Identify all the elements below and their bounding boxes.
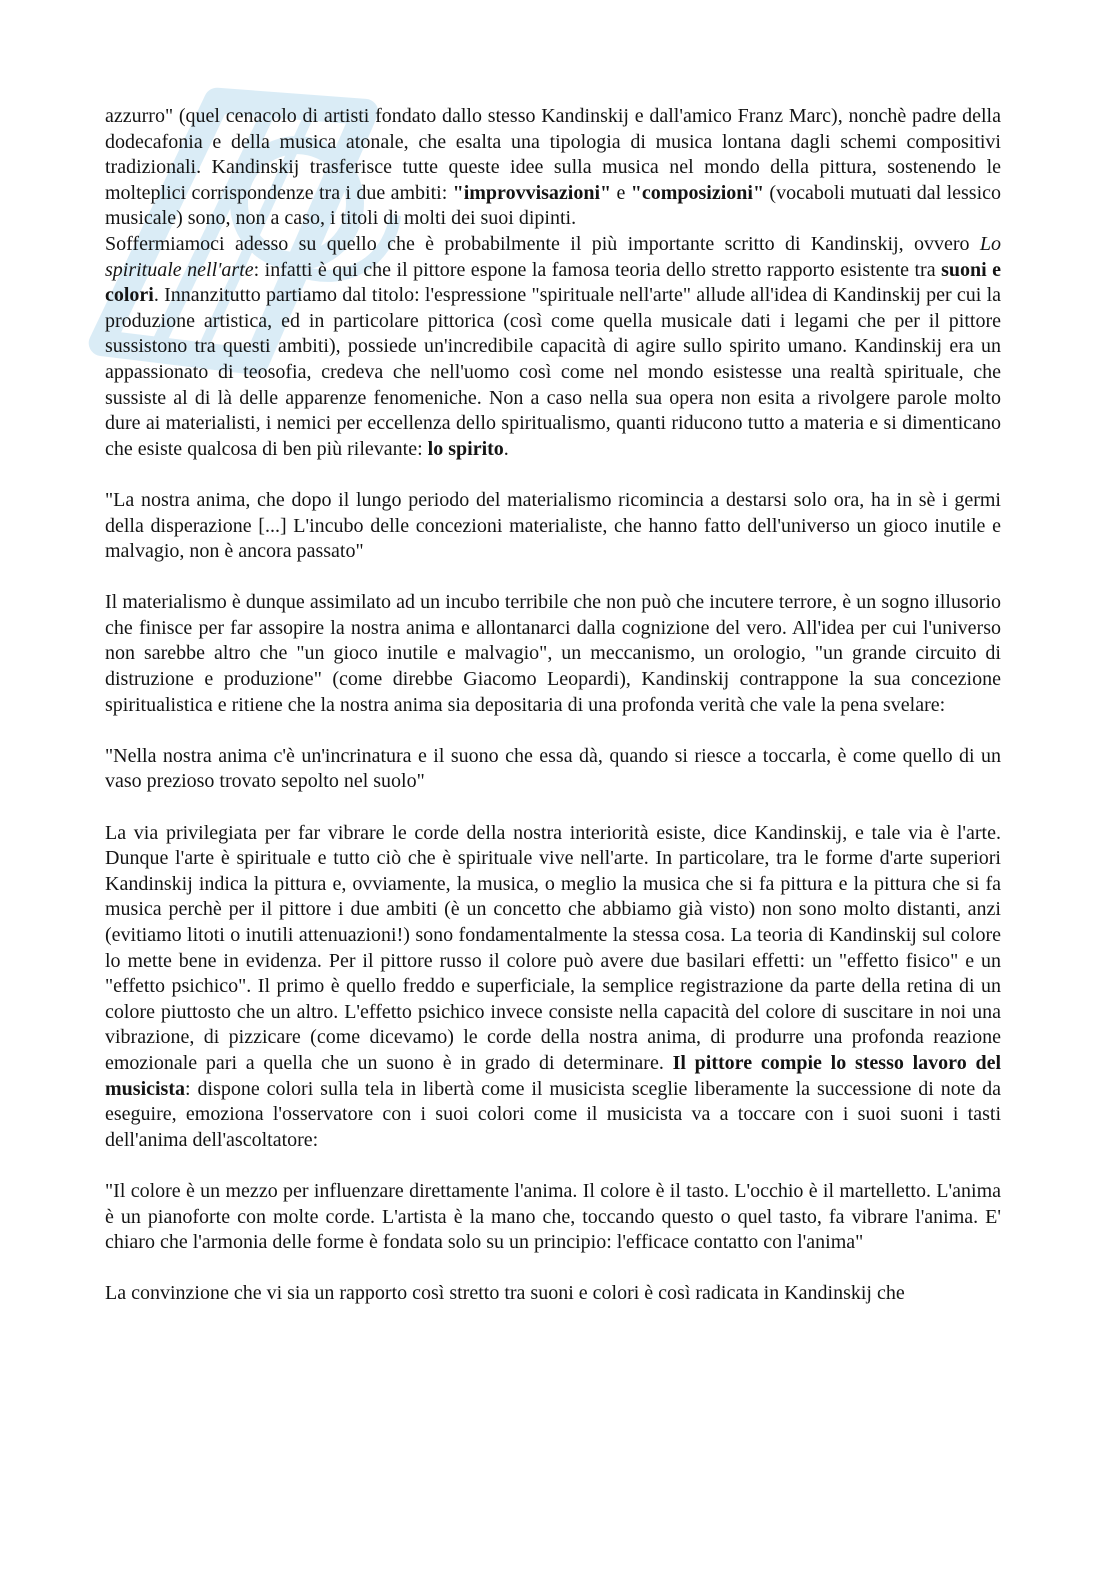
quote-1: "La nostra anima, che dopo il lungo periodo del materialismo ricomincia a destarsi solo ora, ha in sè i germi della disperazione [...] L'incubo delle concezioni materialiste, che hanno fatto dell'universo un gioco inutile e malvagio, non è ancora passato": [105, 488, 1001, 563]
paragraph-2: [105, 232, 1001, 462]
paragraph-2-text-d: .: [503, 437, 509, 460]
paragraph-1-text-d: (vocaboli mutuati dal lessico musicale) sono, non a caso, i titoli di molti dei suoi dipinti.: [105, 181, 1001, 230]
quote-3: "Il colore è un mezzo per influenzare direttamente l'anima. Il colore è il tasto. L'occhio è il martelletto. L'anima è un pianoforte con molte corde. L'artista è la mano che, toccando questo o quel tasto, fa vibrare l'anima. E' chiaro che l'armonia delle forme è fondata solo su un principio: l'efficace contatto con l'anima": [105, 1179, 1001, 1254]
paragraph-2-text-b: : infatti è qui che il pittore espone la famosa teoria dello stretto rapporto esistente tra: [253, 258, 942, 281]
paragraph-1-text-a: azzurro" (quel cenacolo di artisti fondato dallo stesso Kandinskij e dall'amico Franz Marc), nonchè padre della dodecafonia e della musica atonale, che esalta una tipologia di musica lontana dagli schemi compositivi tradizionali. Kandinskij trasferisce tutte queste idee sulla musica nel mondo della pittura, sostenendo le molteplici corrispondenze tra i due ambiti:: [105, 105, 1001, 204]
paragraph-2-text-c: . Innanzitutto partiamo dal titolo: l'espressione "spirituale nell'arte" allude all'idea di Kandinskij per cui la produzione artistica, ed in particolare pittorica (così come quella musicale dati i legami che per il pittore sussistono tra questi ambiti), possiede un'incredibile capacità di agire sullo spirito umano. Kandinskij era un appassionato di teosofia, credeva che nell'uomo così come nel mondo esistesse una realtà spirituale, che sussiste al di là delle apparenze fenomeniche. Non a caso nella sua opera non esita a rivolgere parole molto dure ai materialisti, i nemici per eccellenza dello spiritualismo, quanti riducono tutto a materia e si dimenticano che esiste qualcosa di ben più rilevante:: [105, 284, 1001, 460]
paragraph-4-bold-pittore: Il pittore compie lo stesso lavoro del musicista: [105, 1051, 1001, 1100]
paragraph-3: Il materialismo è dunque assimilato ad un incubo terribile che non può che incutere terrore, è un sogno illusorio che finisce per far assopire la nostra anima e allontanarci dalla cognizione del vero. All'idea per cui l'universo non sarebbe altro che "un gioco inutile e malvagio", un meccanismo, un orologio, "un grande circuito di distruzione e produzione" (come direbbe Giacomo Leopardi), Kandinskij contrappone la sua concezione spiritualistica e ritiene che la nostra anima sia depositaria di una profonda verità che vale la pena svelare:: [105, 591, 1001, 716]
document-body: [105, 104, 1001, 1307]
paragraph-1: [105, 104, 1001, 232]
quote-2: "Nella nostra anima c'è un'incrinatura e il suono che essa dà, quando si riesce a toccarla, è come quello di un vaso prezioso trovato sepolto nel suolo": [105, 744, 1001, 793]
paragraph-5: La convinzione che vi sia un rapporto così stretto tra suoni e colori è così radicata in Kandinskij che: [105, 1282, 905, 1305]
paragraph-2-text-a: Soffermiamoci adesso su quello che è probabilmente il più importante scritto di Kandinskij, ovvero: [105, 232, 980, 255]
paragraph-2-bold-suoni-colori: suoni e colori: [105, 258, 1002, 307]
paragraph-1-bold-improvvisazioni: "improvvisazioni": [452, 181, 612, 204]
paragraph-4-text-b: : dispone colori sulla tela in libertà come il musicista sceglie liberamente la successione di note da eseguire, emoziona l'osservatore con i suoi colori come il musicista va a toccare con i suoi suoni i tasti dell'anima dell'ascoltatore:: [105, 1077, 1001, 1151]
paragraph-1-text-c: e: [611, 181, 631, 204]
paragraph-1-bold-composizioni: "composizioni": [630, 181, 765, 204]
paragraph-4-text-a: La via privilegiata per far vibrare le corde della nostra interiorità esiste, dice Kandinskij, e tale via è l'arte. Dunque l'arte è spirituale e tutto ciò che è spirituale vive nell'arte. In particolare, tra le forme d'arte superiori Kandinskij indica la pittura e, ovviamente, la musica, o meglio la musica che si fa pittura e la pittura che si fa musica perchè per il pittore i due ambiti (è un concetto che abbiamo già visto) non sono molto distanti, anzi (evitiamo litoti o inutili attenuazioni!) sono fondamentalmente la stessa cosa. La teoria di Kandinskij sul colore lo mette bene in evidenza. Per il pittore russo il colore può avere due basilari effetti: un "effetto fisico" e un "effetto psichico". Il primo è quello freddo e superficiale, la semplice registrazione da parte della retina di un colore piuttosto che un altro. L'effetto psichico invece consiste nella capacità del colore di suscitare in noi una vibrazione, di pizzicare (come dicevamo) le corde della nostra anima, di produrre una profonda reazione emozionale pari a quella che un suono è in grado di determinare.: [105, 821, 1001, 1074]
paragraph-2-book-title: Lo spirituale nell'arte: [105, 232, 1001, 281]
paragraph-4: [105, 821, 1001, 1154]
paragraph-2-bold-spirito: lo spirito: [427, 437, 504, 460]
